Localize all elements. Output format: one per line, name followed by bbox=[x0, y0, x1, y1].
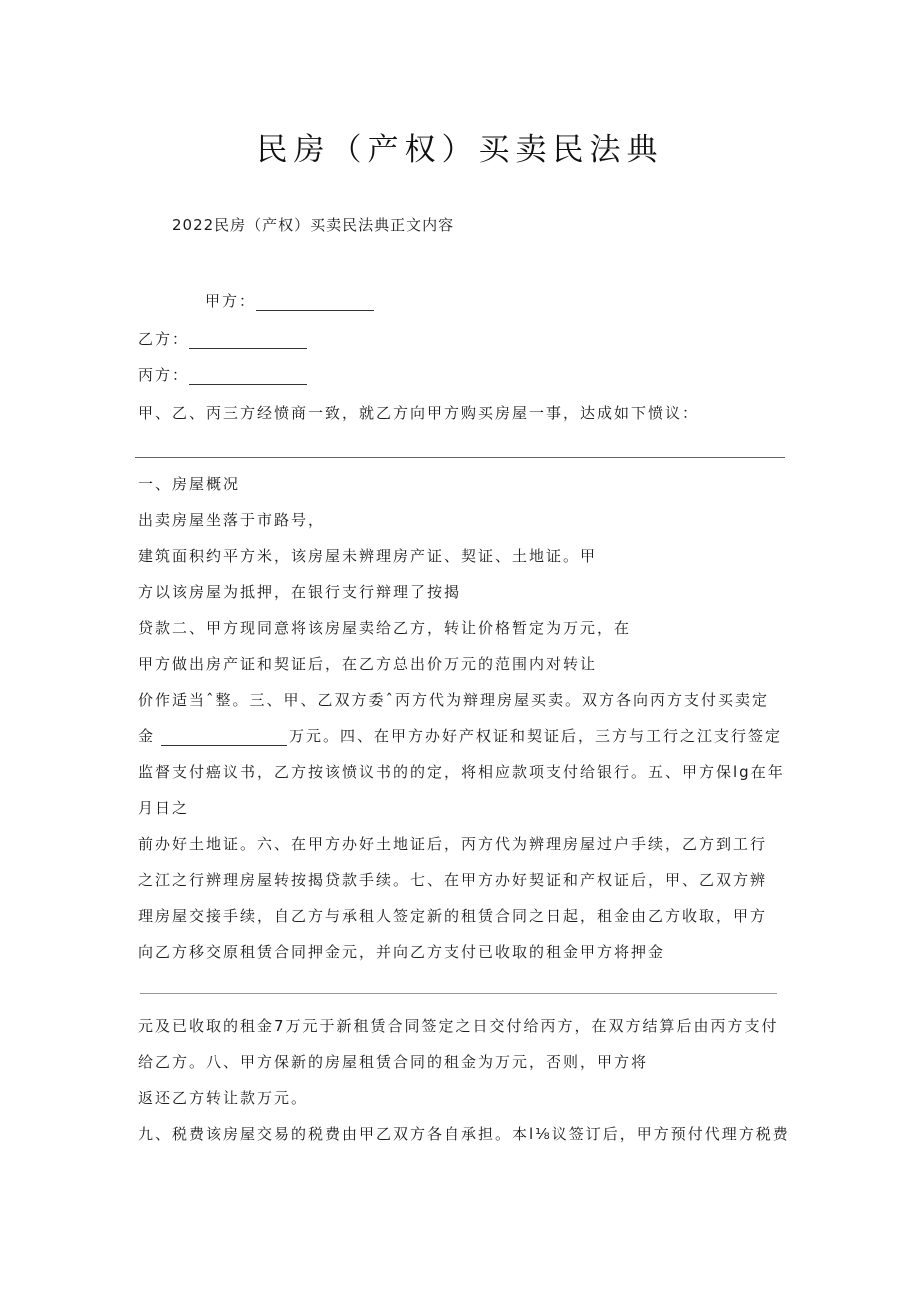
body-line: 监督支付癌议书，乙方按该愤议书的的定，将相应款项支付给银行。五、甲方保lg在年 bbox=[138, 763, 785, 781]
body-line: 理房屋交接手续，自乙方与承租人签定新的租赁合同之日起，租金由乙方收取，甲方 bbox=[138, 907, 768, 925]
deposit-blank bbox=[161, 730, 287, 746]
party-a-line bbox=[205, 290, 374, 311]
body-line: 甲方做出房产证和契证后，在乙方总出价万元的范围内对转让 bbox=[138, 655, 598, 673]
body-line: 价作适当ˆ整。三、甲、乙双方委ˆ丙方代为辩理房屋买卖。双方各向丙方支付买卖定 bbox=[138, 691, 770, 709]
body-line: 九、税费该房屋交易的税费由甲乙双方各自承担。本l⅛议签订后，甲方预付代理方税费 bbox=[138, 1125, 790, 1143]
party-a-blank bbox=[256, 295, 374, 311]
body-line: 元及已收取的租金7万元于新租赁合同签定之日交付给丙方，在双方结算后由丙方支付 bbox=[138, 1017, 779, 1035]
body-line: 一、房屋概况 bbox=[138, 475, 241, 493]
preamble: 甲、乙、丙三方经愤商一致，就乙方向甲方购买房屋一事，达成如下愤议： bbox=[138, 404, 700, 422]
body-line: 出卖房屋坐落于市路号， bbox=[138, 511, 326, 529]
party-b-label: 乙方： bbox=[138, 330, 190, 348]
body-line: 贷款二、甲方现同意将该房屋卖给乙方，转让价格暂定为万元，在 bbox=[138, 619, 632, 637]
body-line: 之江之行辨理房屋转按揭贷款手续。七、在甲方办好契证和产权证后，甲、乙双方辨 bbox=[138, 871, 768, 889]
party-b-blank bbox=[189, 333, 307, 349]
deposit-line bbox=[138, 725, 782, 746]
party-a-label: 甲方： bbox=[205, 292, 257, 310]
body-line: 月日之 bbox=[138, 799, 190, 817]
party-b-line bbox=[138, 328, 307, 349]
body-line: 前办好土地证。六、在甲方办好土地证后，丙方代为辨理房屋过户手续，乙方到工行 bbox=[138, 835, 768, 853]
body-line: 给乙方。八、甲方保新的房屋租赁合同的租金为万元，否则，甲方将 bbox=[138, 1053, 649, 1071]
section-divider bbox=[135, 457, 785, 458]
party-c-label: 丙方： bbox=[138, 366, 190, 384]
deposit-prefix: 金 bbox=[138, 727, 156, 745]
document-subtitle: 2022民房（产权）买卖民法典正文内容 bbox=[172, 216, 455, 234]
page-break-rule bbox=[140, 993, 777, 994]
deposit-suffix: 万元。四、在甲方办好产权证和契证后，三方与工行之江支行签定 bbox=[289, 727, 783, 745]
party-c-line bbox=[138, 364, 307, 385]
document-title: 民房（产权）买卖民法典 bbox=[256, 132, 664, 168]
body-line: 返还乙方转让款万元。 bbox=[138, 1089, 309, 1107]
body-line: 建筑面积约平方米，该房屋未辨理房产证、契证、土地证。甲 bbox=[138, 547, 598, 565]
body-line: 方以该房屋为抵押，在银行支行辩理了按揭 bbox=[138, 583, 462, 601]
body-line: 向乙方移交原租赁合同押金元，并向乙方支付已收取的租金甲方将押金 bbox=[138, 943, 666, 961]
party-c-blank bbox=[189, 369, 307, 385]
